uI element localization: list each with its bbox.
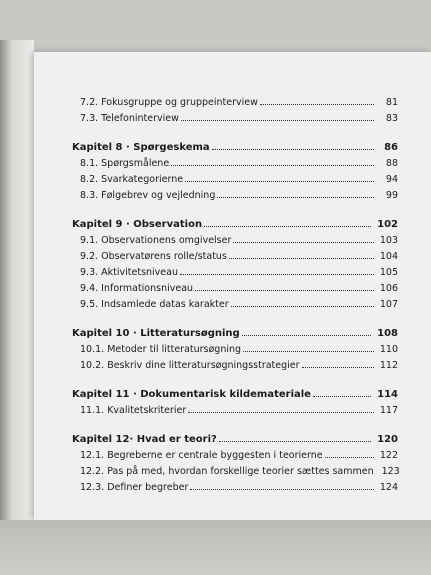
toc-entry-title: 10.2. Beskriv dine litteratursøgningsstrategier: [80, 360, 300, 371]
section-gap: [72, 371, 398, 383]
toc-chapter-row: [72, 383, 398, 400]
toc-entry-title: 9.2. Observatørens rolle/status: [80, 251, 227, 262]
dot-leader: [212, 149, 374, 150]
table-of-contents: [72, 92, 398, 493]
dot-leader: [325, 457, 374, 458]
dot-leader: [242, 335, 371, 336]
toc-entry-row: [72, 445, 398, 461]
toc-page-number: 103: [379, 235, 398, 246]
dot-leader: [180, 274, 374, 275]
dot-leader: [229, 258, 374, 259]
toc-entry-row: [72, 477, 398, 493]
toc-page-number: 123: [381, 466, 400, 477]
toc-page-number: 110: [379, 344, 398, 355]
toc-page-number: 102: [377, 219, 398, 230]
toc-entry-title: 8.3. Følgebrev og vejledning: [80, 190, 216, 201]
toc-entry-row: [72, 339, 398, 355]
toc-entry-title: 9.1. Observationens omgivelser: [80, 235, 232, 246]
section-gap: [72, 201, 398, 213]
toc-page-number: 94: [385, 174, 398, 185]
dot-leader: [171, 165, 374, 166]
dot-leader: [190, 489, 374, 490]
toc-entry-title: Kapitel 9 · Observation: [72, 219, 203, 230]
dot-leader: [188, 412, 374, 413]
toc-page-number: 122: [379, 450, 398, 461]
dot-leader: [204, 226, 371, 227]
toc-chapter-row: [72, 213, 398, 230]
toc-entry-row: [72, 400, 398, 416]
toc-entry-title: 11.1. Kvalitetskriterier: [80, 405, 187, 416]
dot-leader: [243, 351, 374, 352]
dot-leader: [233, 242, 373, 243]
toc-entry-title: Kapitel 10 · Litteratursøgning: [72, 328, 240, 339]
toc-entry-row: [72, 246, 398, 262]
toc-entry-title: 7.2. Fokusgruppe og gruppeinterview: [80, 97, 258, 108]
toc-entry-row: [72, 262, 398, 278]
dot-leader: [231, 306, 374, 307]
dot-leader: [260, 104, 374, 105]
toc-entry-title: Kapitel 8 · Spørgeskema: [72, 142, 210, 153]
dot-leader: [302, 367, 374, 368]
toc-entry-row: [72, 230, 398, 246]
toc-entry-title: Kapitel 11 · Dokumentarisk kildemateriale: [72, 389, 311, 400]
toc-entry-title: 7.3. Telefoninterview: [80, 113, 179, 124]
book-spine: [0, 40, 34, 540]
toc-page-number: 120: [377, 434, 398, 445]
toc-chapter-row: [72, 428, 398, 445]
dot-leader: [217, 197, 374, 198]
toc-page-number: 105: [379, 267, 398, 278]
toc-entry-title: 9.5. Indsamlede datas karakter: [80, 299, 229, 310]
toc-page-number: 106: [379, 283, 398, 294]
toc-page-number: 88: [385, 158, 398, 169]
toc-entry-title: 9.3. Aktivitetsniveau: [80, 267, 178, 278]
toc-entry-row: [72, 278, 398, 294]
toc-entry-row: [72, 169, 398, 185]
toc-entry-title: 10.1. Metoder til litteratursøgning: [80, 344, 242, 355]
table-surface: [0, 520, 431, 575]
toc-page-number: 117: [379, 405, 398, 416]
toc-page-number: 83: [385, 113, 398, 124]
toc-entry-row: [72, 185, 398, 201]
toc-entry-title: Kapitel 12· Hvad er teori?: [72, 434, 217, 445]
toc-chapter-row: [72, 136, 398, 153]
toc-entry-row: [72, 294, 398, 310]
dot-leader: [195, 290, 374, 291]
toc-entry-row: [72, 355, 398, 371]
toc-entry-title: 12.2. Pas på med, hvordan forskellige teorier sættes sammen: [80, 466, 374, 477]
toc-entry-title: 12.3. Definer begreber: [80, 482, 189, 493]
toc-page-number: 112: [379, 360, 398, 371]
toc-page-number: 86: [384, 142, 398, 153]
toc-entry-row: [72, 108, 398, 124]
toc-entry-title: 12.1. Begreberne er centrale byggesten i teorierne: [80, 450, 323, 461]
section-gap: [72, 416, 398, 428]
toc-entry-title: 8.2. Svarkategorierne: [80, 174, 184, 185]
toc-page-number: 114: [377, 389, 398, 400]
toc-page-number: 108: [377, 328, 398, 339]
toc-chapter-row: [72, 322, 398, 339]
toc-entry-row: [72, 461, 398, 477]
toc-page-number: 104: [379, 251, 398, 262]
toc-entry-title: 8.1. Spørgsmålene: [80, 158, 170, 169]
dot-leader: [313, 396, 371, 397]
toc-page-number: 99: [385, 190, 398, 201]
section-gap: [72, 124, 398, 136]
toc-entry-row: [72, 153, 398, 169]
toc-page-number: 124: [379, 482, 398, 493]
section-gap: [72, 310, 398, 322]
dot-leader: [185, 181, 374, 182]
toc-entry-title: 9.4. Informationsniveau: [80, 283, 194, 294]
toc-page-number: 81: [385, 97, 398, 108]
toc-entry-row: [72, 92, 398, 108]
dot-leader: [219, 441, 371, 442]
toc-page-number: 107: [379, 299, 398, 310]
dot-leader: [181, 120, 374, 121]
